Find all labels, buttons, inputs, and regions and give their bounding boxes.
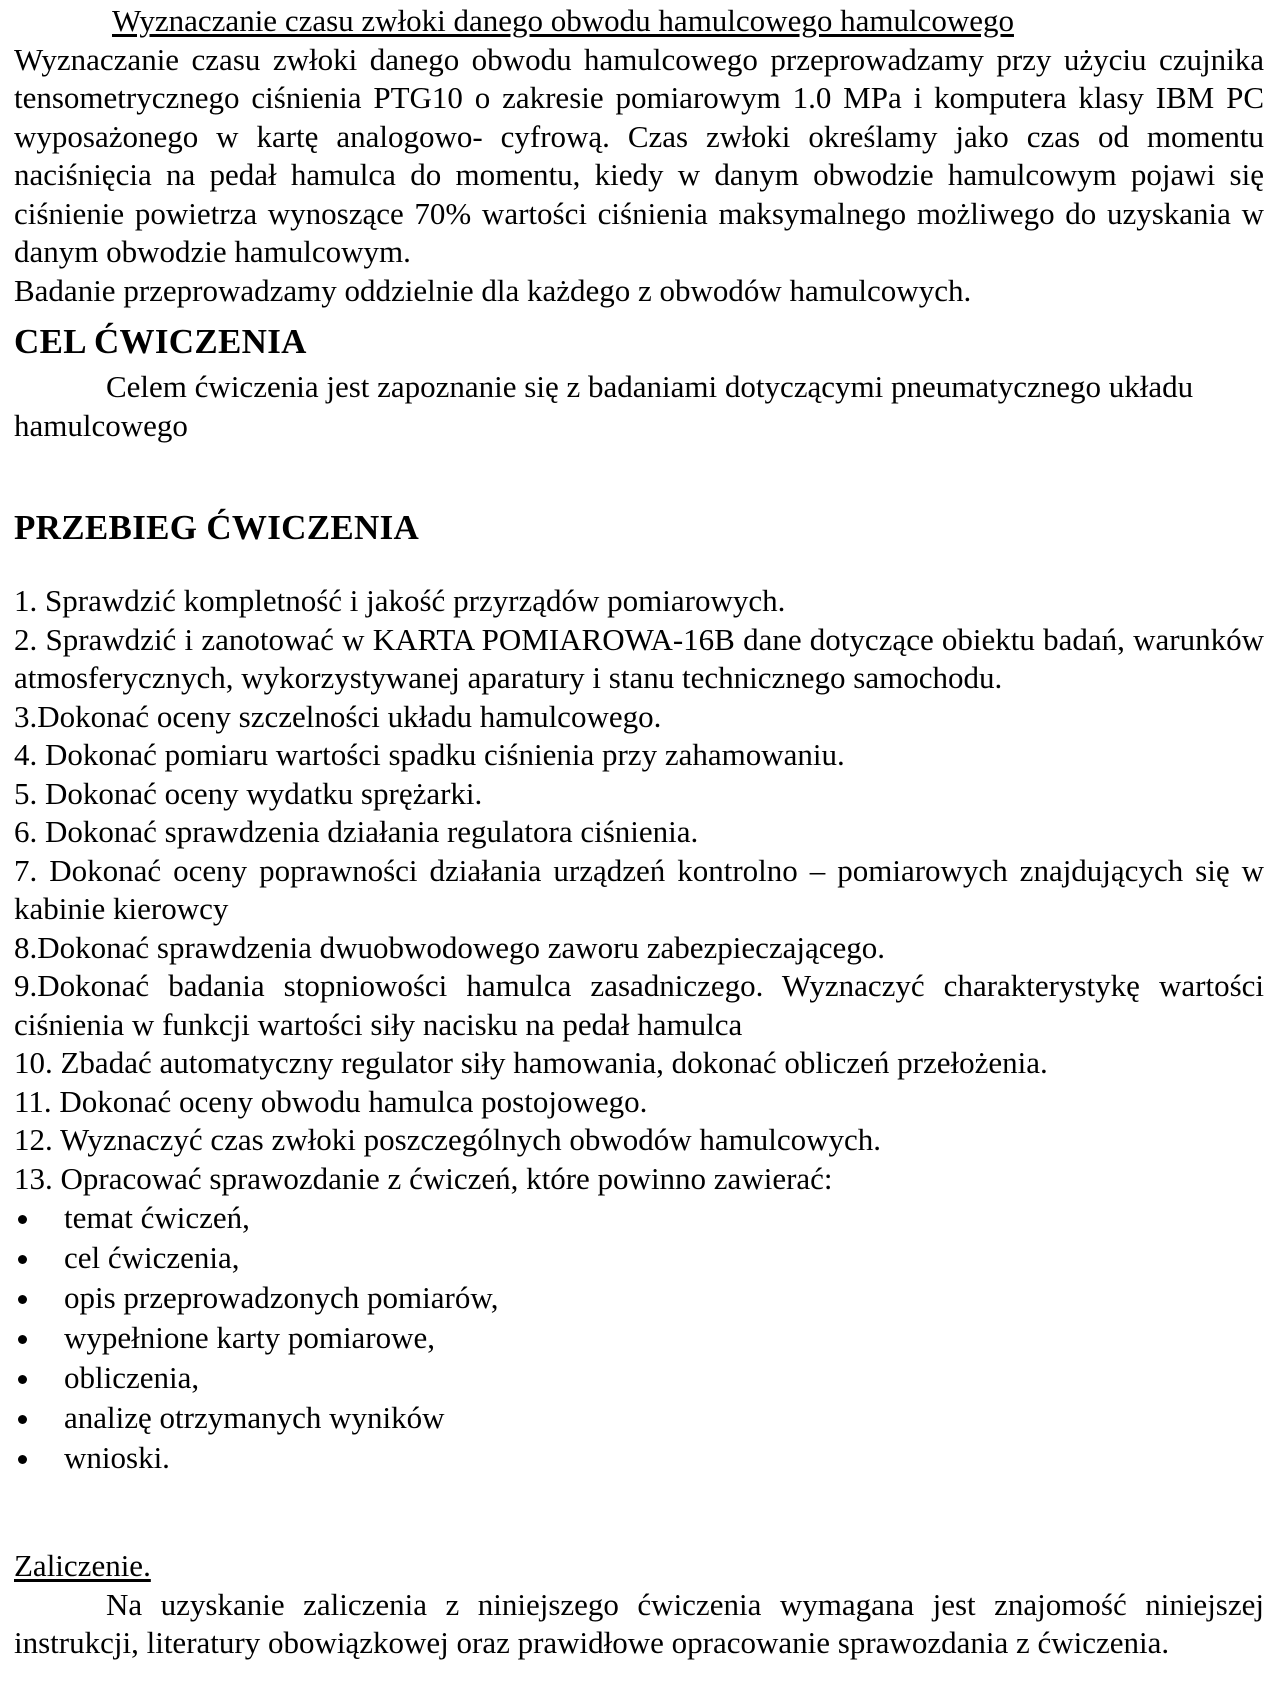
- report-contents-list: [14, 1198, 1264, 1478]
- bullet-dot-icon: [18, 1375, 27, 1384]
- bullet-item: [14, 1318, 1264, 1358]
- step-item: 6. Dokonać sprawdzenia działania regulatora ciśnienia.: [14, 814, 699, 849]
- step-item: 3.Dokonać oceny szczelności układu hamulcowego.: [14, 698, 662, 734]
- bullet-text: wnioski.: [64, 1440, 170, 1475]
- bullet-dot-icon: [18, 1335, 27, 1344]
- step-item: 7. Dokonać oceny poprawności działania urządzeń kontrolno – pomiarowych znajdujących się w kabinie kierowcy: [14, 852, 1264, 926]
- intro-paragraph: Wyznaczanie czasu zwłoki danego obwodu hamulcowego przeprowadzamy przy użyciu czujnika tensometrycznego ciśnienia PTG10 o zakresie pomiarowym 1.0 MPa i komputera klasy IBM PC wyposażonego w kartę analogowo- cyfrową. Czas zwłoki określamy jako czas od momentu naciśnięcia na pedał hamulca do momentu, kiedy w danym obwodzie hamulcowym pojawi się ciśnienie powietrza wynoszące 70% wartości ciśnienia maksymalnego możliwego do uzyskania w danym obwodzie hamulcowym.: [14, 41, 1264, 269]
- step-item: 2. Sprawdzić i zanotować w KARTA POMIAROWA-16B dane dotyczące obiektu badań, warunków atmosferycznych, wykorzystywanej aparatury i stanu technicznego samochodu.: [14, 621, 1264, 695]
- intro-section: [14, 2, 1264, 310]
- bullet-text: wypełnione karty pomiarowe,: [64, 1320, 436, 1355]
- bullet-item: [14, 1198, 1264, 1238]
- bullet-item: [14, 1398, 1264, 1438]
- step-item: 9.Dokonać badania stopniowości hamulca zasadniczego. Wyznaczyć charakterystykę wartości ciśnienia w funkcji wartości siły nacisku na pedał hamulca: [14, 968, 1264, 1042]
- bullet-dot-icon: [18, 1455, 27, 1464]
- cel-heading: CEL ĆWICZENIA: [14, 322, 307, 361]
- bullet-item: [14, 1238, 1264, 1278]
- cel-text: Celem ćwiczenia jest zapoznanie się z badaniami dotyczącymi pneumatycznego układu hamulcowego: [14, 369, 1194, 443]
- zaliczenie-heading: Zaliczenie.: [14, 1548, 151, 1583]
- przebieg-heading: PRZEBIEG ĆWICZENIA: [14, 508, 420, 547]
- bullet-item: [14, 1278, 1264, 1318]
- bullet-dot-icon: [18, 1415, 27, 1424]
- step-item: 4. Dokonać pomiaru wartości spadku ciśnienia przy zahamowaniu.: [14, 737, 845, 772]
- bullet-item: [14, 1438, 1264, 1478]
- intro-title: Wyznaczanie czasu zwłoki danego obwodu hamulcowego hamulcowego: [112, 3, 1014, 38]
- zaliczenie-text: Na uzyskanie zaliczenia z niniejszego ćwiczenia wymagana jest znajomość niniejszej instrukcji, literatury obowiązkowej oraz prawidłowe opracowanie sprawozdania z ćwiczenia.: [14, 1586, 1264, 1660]
- step-item: 5. Dokonać oceny wydatku sprężarki.: [14, 775, 483, 811]
- step-item: 10. Zbadać automatyczny regulator siły hamowania, dokonać obliczeń przełożenia.: [14, 1045, 1048, 1080]
- steps-list: [14, 582, 1264, 1198]
- step-item: 12. Wyznaczyć czas zwłoki poszczególnych obwodów hamulcowych.: [14, 1122, 881, 1157]
- przebieg-section: [14, 508, 1264, 548]
- bullet-item: [14, 1358, 1264, 1398]
- cel-section: [14, 322, 1264, 445]
- bullet-dot-icon: [18, 1255, 27, 1264]
- step-item: 1. Sprawdzić kompletność i jakość przyrządów pomiarowych.: [14, 583, 786, 618]
- zaliczenie-section: [14, 1547, 1264, 1663]
- bullet-text: cel ćwiczenia,: [64, 1240, 240, 1275]
- bullet-text: opis przeprowadzonych pomiarów,: [64, 1280, 499, 1315]
- bullet-text: obliczenia,: [64, 1360, 200, 1395]
- bullet-dot-icon: [18, 1215, 27, 1224]
- step-item: 8.Dokonać sprawdzenia dwuobwodowego zaworu zabezpieczającego.: [14, 929, 886, 965]
- intro-note: Badanie przeprowadzamy oddzielnie dla każdego z obwodów hamulcowych.: [14, 272, 972, 308]
- bullet-dot-icon: [18, 1295, 27, 1304]
- step-item: 11. Dokonać oceny obwodu hamulca postojowego.: [14, 1083, 648, 1119]
- steps-list-wrapper: [14, 582, 1264, 1478]
- bullet-text: temat ćwiczeń,: [64, 1200, 250, 1235]
- bullet-text: analizę otrzymanych wyników: [64, 1400, 445, 1435]
- step-item: 13. Opracować sprawozdanie z ćwiczeń, które powinno zawierać:: [14, 1160, 833, 1196]
